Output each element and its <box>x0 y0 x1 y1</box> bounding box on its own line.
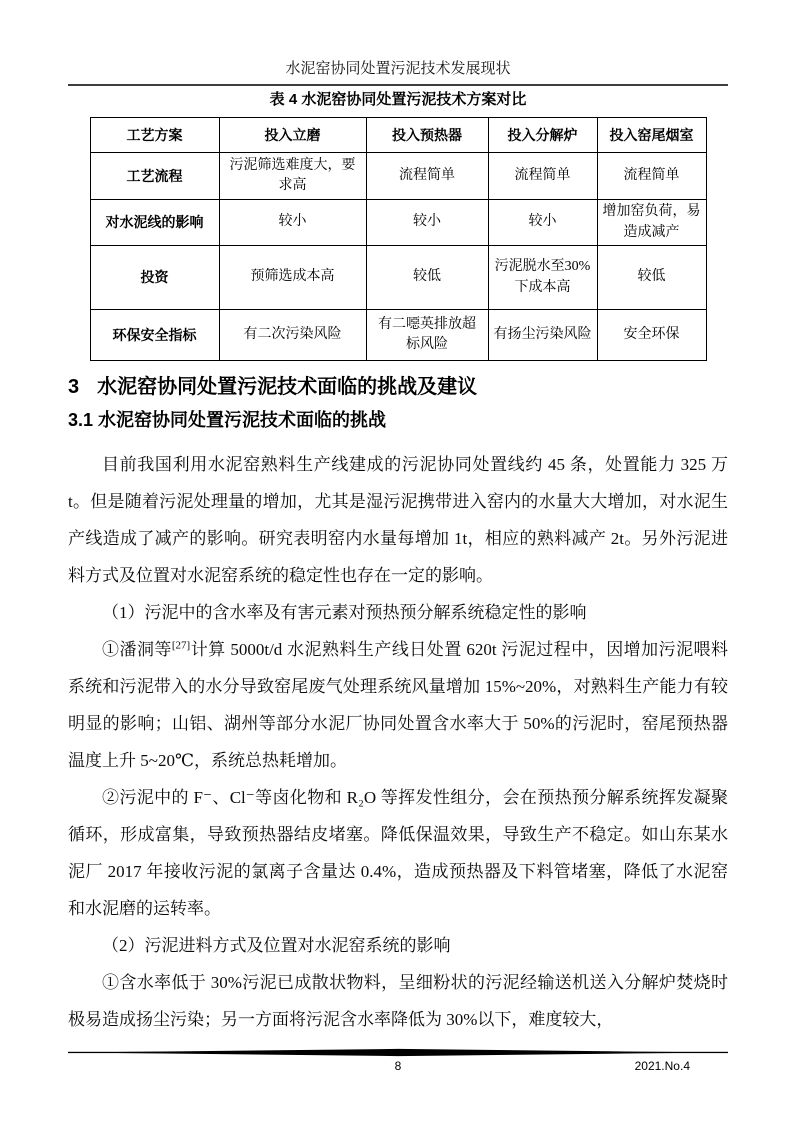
table-cell: 有二次污染风险 <box>219 310 366 361</box>
table-header-row <box>90 118 706 153</box>
paragraph-item-1b: ②污泥中的 F⁻、Cl⁻等卤化物和 R₂O 等挥发性组分，会在预热预分解系统挥发凝聚循环，形成富集，导致预热器结皮堵塞。降低保温效果，导致生产不稳定。如山东某水泥厂 2017 年接收污泥的氯离子含量达 0.4%，造成预热器及下料管堵塞，降低了水泥窑和水泥磨的运转率。 <box>68 788 728 918</box>
row-label-investment: 投资 <box>90 246 219 310</box>
subsection-heading-3-1: 3.1 水泥窑协同处置污泥技术面临的挑战 <box>68 410 387 430</box>
running-header: 水泥窑协同处置污泥技术发展现状 <box>285 61 511 77</box>
citation-text-pre: ①潘洞等 <box>102 640 172 659</box>
paragraph-item-1-title: （1）污泥中的含水率及有害元素对预热预分解系统稳定性的影响 <box>102 603 587 622</box>
table-caption: 表 4 水泥窑协同处置污泥技术方案对比 <box>269 91 527 108</box>
table-cell: 较小 <box>366 200 488 246</box>
footer-text-line <box>68 1058 728 1074</box>
citation-text-rest: 计算 5000t/d 水泥熟料生产线日处置 620t 污泥过程中，因增加污泥喂料系统和污泥带入的水分导致窑尾废气处理系统风量增加 15%~20%，对熟料生产能力有较明显的影响；山铝、湖州等部分水泥厂协同处置含水率大于 50%的污泥时，窑尾预热器温度上升 5~20℃，系统总热耗增加。 <box>68 640 729 770</box>
table-row <box>90 246 706 310</box>
col-header-calciner: 投入分解炉 <box>488 118 597 153</box>
section-heading-3 <box>68 374 728 400</box>
row-label-process: 工艺流程 <box>90 153 219 200</box>
paragraph-intro: 目前我国利用水泥窑熟料生产线建成的污泥协同处置线约 45 条，处置能力 325 万 t。但是随着污泥处理量的增加，尤其是湿污泥携带进入窑内的水量大大增加，对水泥生产线造成了减产的影响。研究表明窑内水量每增加 1t，相应的熟料减产 2t。另外污泥进料方式及位置对水泥窑系统的稳定性也存在一定的影响。 <box>68 455 728 585</box>
table-cell: 增加窑负荷，易造成减产 <box>597 200 706 246</box>
table-cell: 流程简单 <box>366 153 488 200</box>
col-header-mill: 投入立磨 <box>219 118 366 153</box>
table-row <box>90 200 706 246</box>
table-cell: 污泥筛选难度大，要求高 <box>219 153 366 200</box>
issue-label: 2021.No.4 <box>634 1059 690 1073</box>
table-cell: 有扬尘污染风险 <box>488 310 597 361</box>
row-label-environment: 环保安全指标 <box>90 310 219 361</box>
col-header-scheme: 工艺方案 <box>90 118 219 153</box>
table-cell: 污泥脱水至30%下成本高 <box>488 246 597 310</box>
comparison-table <box>90 117 707 361</box>
table-row <box>90 153 706 200</box>
col-header-preheater: 投入预热器 <box>366 118 488 153</box>
page-footer <box>68 1048 728 1074</box>
table-cell: 流程简单 <box>597 153 706 200</box>
section-title: 水泥窑协同处置污泥技术面临的挑战及建议 <box>97 376 478 398</box>
citation-superscript: [27] <box>171 639 191 652</box>
table-row <box>90 310 706 361</box>
table-cell: 较小 <box>488 200 597 246</box>
paragraph-item-1a <box>68 631 728 779</box>
body-text <box>68 446 728 1038</box>
table-cell: 较小 <box>219 200 366 246</box>
col-header-smoke-chamber: 投入窑尾烟室 <box>597 118 706 153</box>
page-number: 8 <box>394 1059 402 1073</box>
section-number: 3 <box>68 376 80 398</box>
row-label-impact: 对水泥线的影响 <box>90 200 219 246</box>
header-rule <box>68 84 728 86</box>
table-cell: 预筛选成本高 <box>219 246 366 310</box>
table-cell: 较低 <box>597 246 706 310</box>
table-cell: 较低 <box>366 246 488 310</box>
table-cell: 有二噁英排放超标风险 <box>366 310 488 361</box>
paragraph-item-2a: ①含水率低于 30%污泥已成散状物料，呈细粉状的污泥经输送机送入分解炉焚烧时极易造成扬尘污染；另一方面将污泥含水率降低为 30%以下，难度较大， <box>68 973 728 1029</box>
table-cell: 安全环保 <box>597 310 706 361</box>
footer-rule <box>68 1048 728 1057</box>
table-cell: 流程简单 <box>488 153 597 200</box>
paragraph-item-2-title: （2）污泥进料方式及位置对水泥窑系统的影响 <box>102 936 451 955</box>
